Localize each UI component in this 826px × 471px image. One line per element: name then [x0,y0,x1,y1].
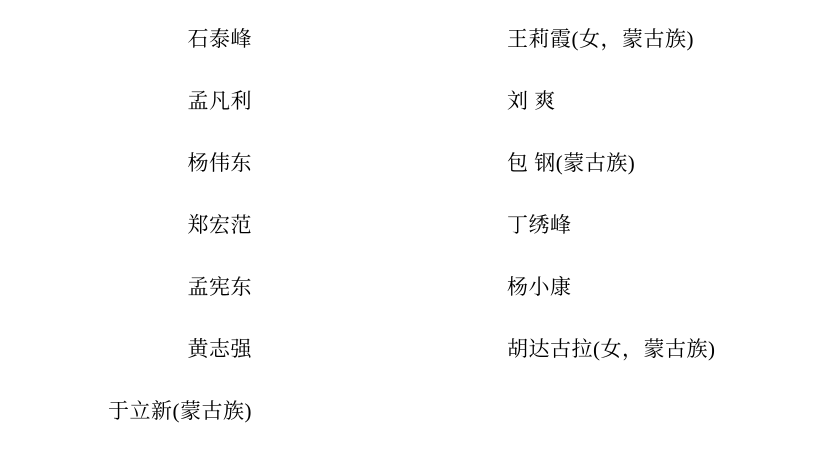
list-item [0,86,826,148]
name-list [0,24,826,458]
list-item [0,334,826,396]
name-text: 郑宏范 [187,213,252,237]
name-cell-left [0,210,252,240]
name-text: 杨伟东 [187,151,252,175]
list-item [0,148,826,210]
list-item [0,272,826,334]
name-cell-right [252,272,826,302]
name-text: 包 钢(蒙古族) [507,151,636,175]
list-item [0,24,826,86]
name-text: 杨小康 [507,275,572,299]
name-cell-right [252,148,826,178]
name-text: 于立新(蒙古族) [108,399,252,423]
list-item [0,396,826,458]
name-cell-right [252,86,826,116]
name-cell-left [0,86,252,116]
name-text: 刘 爽 [507,89,556,113]
name-cell-left [0,272,252,302]
name-text: 丁绣峰 [507,213,572,237]
name-text: 黄志强 [187,337,252,361]
name-text: 孟凡利 [187,89,252,113]
name-cell-right [252,334,826,364]
name-text: 胡达古拉(女，蒙古族) [507,337,716,361]
name-cell-right [252,24,826,54]
name-cell-left [0,396,252,426]
name-cell-left [0,24,252,54]
name-cell-right [252,210,826,240]
name-text: 石泰峰 [187,27,252,51]
name-cell-left [0,334,252,364]
name-cell-left [0,148,252,178]
name-text: 王莉霞(女，蒙古族) [507,27,694,51]
name-text: 孟宪东 [187,275,252,299]
list-item [0,210,826,272]
